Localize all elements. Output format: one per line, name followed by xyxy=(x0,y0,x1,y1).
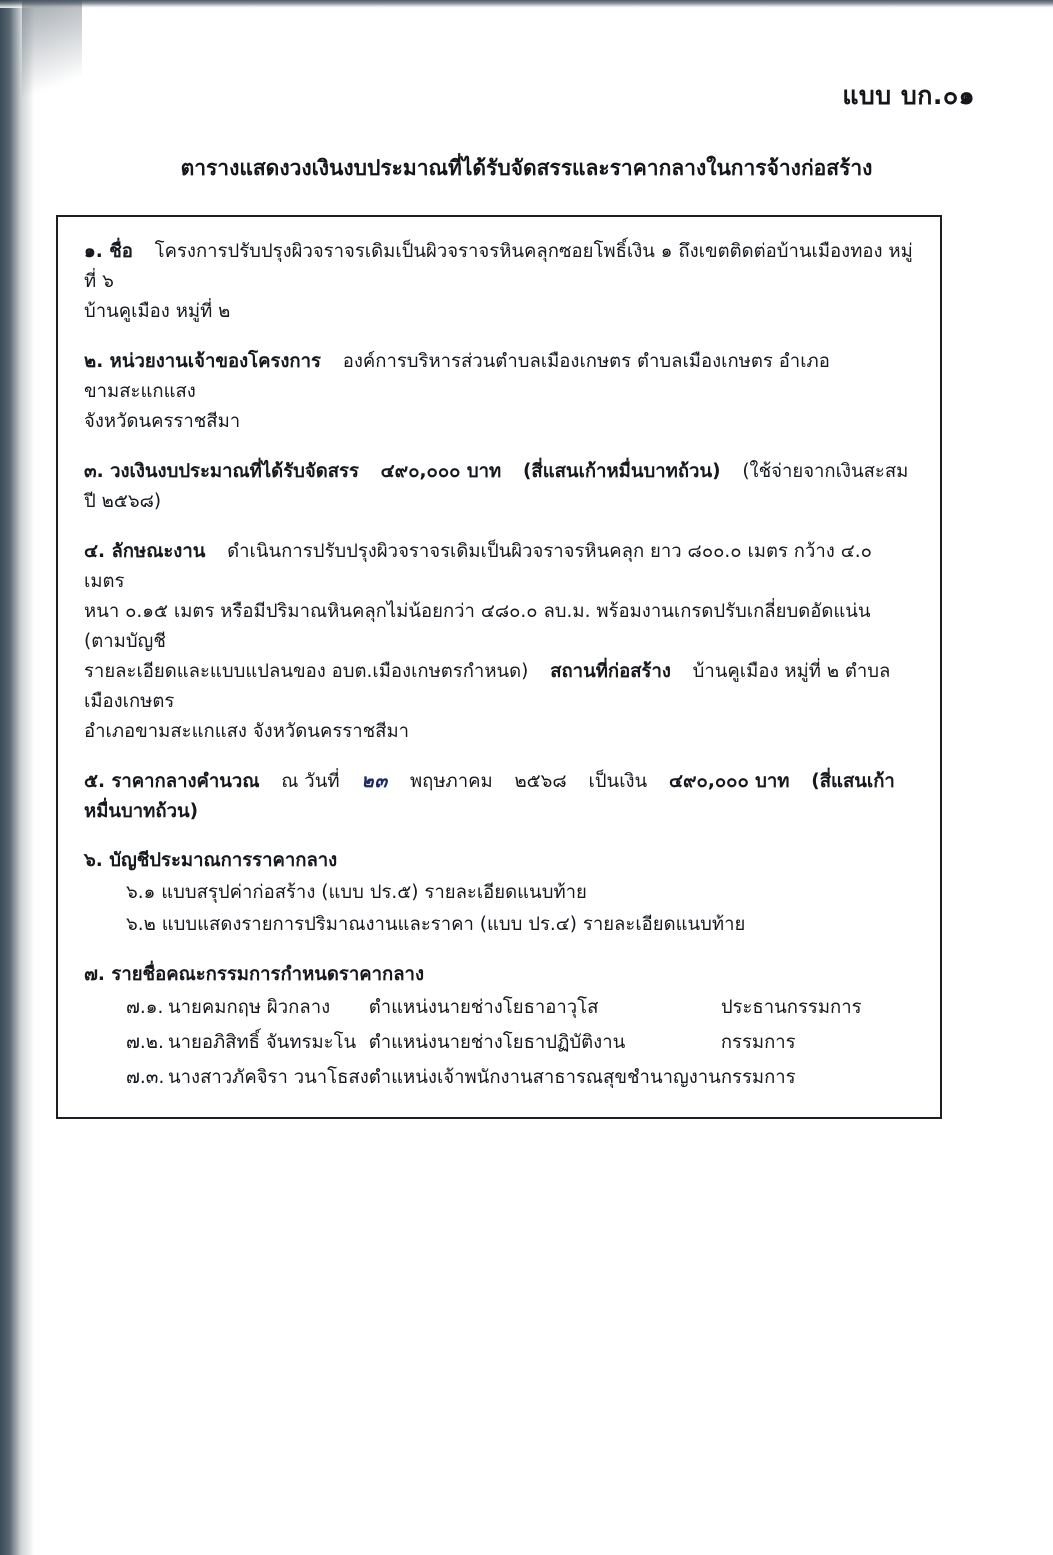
member-3-role: กรรมการ xyxy=(720,1067,796,1089)
item-3 xyxy=(84,457,914,517)
item-1-text-2: บ้านคูเมือง หมู่ที่ ๒ xyxy=(84,300,231,322)
member-1-no: ๗.๑. xyxy=(126,997,164,1019)
item-1-label: ๑. ชื่อ xyxy=(84,241,133,262)
member-2-position-label: ตำแหน่ง xyxy=(368,1032,437,1054)
item-4-text-2: หนา ๐.๑๕ เมตร หรือมีปริมาณหินคลุกไม่น้อยกว่า ๔๘๐.๐ ลบ.ม. พร้อมงานเกรดปรับเกลี่ยบดอัดแน่น (ตามบัญชี xyxy=(84,600,871,652)
member-1-position: นายช่างโยธาอาวุโส xyxy=(436,997,599,1019)
item-4-text-3c: บ้านคูเมือง หมู่ที่ ๒ ตำบลเมืองเกษตร xyxy=(84,660,891,712)
table-row xyxy=(126,1025,862,1060)
item-4-label: ๔. ลักษณะงาน xyxy=(84,540,206,562)
item-6 xyxy=(84,846,914,940)
item-2-text-1: องค์การบริหารส่วนตำบลเมืองเกษตร ตำบลเมืองเกษตร อำเภอขามสะแกแสง xyxy=(84,350,830,402)
member-3-name: นางสาวภัคจิรา วนาโธสง xyxy=(168,1067,369,1089)
item-2-line-1 xyxy=(84,347,914,407)
item-5-amount-text: (สี่แสนเก้าหมื่นบาทถ้วน) xyxy=(84,770,895,822)
item-5-month: พฤษภาคม xyxy=(409,770,493,792)
committee-table xyxy=(126,990,862,1095)
item-4-text-1: ดำเนินการปรับปรุงผิวจราจรเดิมเป็นผิวจราจรหินคลุก ยาว ๘๐๐.๐ เมตร กว้าง ๔.๐ เมตร xyxy=(84,540,872,592)
member-3-position: เจ้าพนักงานสาธารณสุขชำนาญงาน xyxy=(436,1067,721,1089)
member-1-name: นายคมกฤษ ผิวกลาง xyxy=(168,997,331,1019)
item-3-label: ๓. วงเงินงบประมาณที่ได้รับจัดสรร xyxy=(84,460,359,482)
item-3-source: (ใช้จ่ายจากเงินสะสม ปี ๒๕๖๘) xyxy=(84,460,909,512)
item-6-sub-2: ๖.๒ แบบแสดงรายการปริมาณงานและราคา (แบบ ปร.๔) รายละเอียดแนบท้าย xyxy=(126,914,746,936)
item-5-label: ๕. ราคากลางคำนวณ xyxy=(84,770,260,792)
member-1-position-label: ตำแหน่ง xyxy=(368,997,437,1019)
item-4-text-4: อำเภอขามสะแกแสง จังหวัดนครราชสีมา xyxy=(84,720,410,742)
item-5-amount: ๔๙๐,๐๐๐ บาท xyxy=(668,770,790,792)
item-2-text-2: จังหวัดนครราชสีมา xyxy=(84,410,241,432)
item-2 xyxy=(84,347,914,437)
member-2-position: นายช่างโยธาปฏิบัติงาน xyxy=(436,1032,626,1054)
member-3-position-label: ตำแหน่ง xyxy=(368,1067,437,1089)
item-7 xyxy=(84,960,914,1095)
item-6-sub-1: ๖.๑ แบบสรุปค่าก่อสร้าง (แบบ ปร.๕) รายละเอียดแนบท้าย xyxy=(126,882,587,904)
item-4 xyxy=(84,537,914,747)
item-4-text-3a: รายละเอียดและแบบแปลนของ อบต.เมืองเกษตรกำหนด) xyxy=(84,660,529,682)
item-4-line-1 xyxy=(84,537,914,597)
item-4-site-label: สถานที่ก่อสร้าง xyxy=(550,660,671,682)
item-1-line-1 xyxy=(84,237,914,297)
item-1 xyxy=(84,237,914,327)
item-3-line-1 xyxy=(84,457,914,517)
item-1-text-1: โครงการปรับปรุงผิวจราจรเดิมเป็นผิวจราจรหินคลุกซอยโพธิ์เงิน ๑ ถึงเขตติดต่อบ้านเมืองทอง หมู่ที่ ๖ xyxy=(84,241,913,292)
content-box xyxy=(56,215,942,1119)
item-5-year: ๒๕๖๘ xyxy=(514,770,567,792)
item-4-line-3 xyxy=(84,657,914,717)
member-2-role: กรรมการ xyxy=(720,1032,796,1054)
member-2-name: นายอภิสิทธิ์ จันทรมะโน xyxy=(168,1032,357,1054)
item-7-label: ๗. รายชื่อคณะกรรมการกำหนดราคากลาง xyxy=(84,964,424,986)
table-row xyxy=(126,1060,862,1095)
member-2-no: ๗.๒. xyxy=(126,1032,164,1054)
item-5-line-1 xyxy=(84,767,914,827)
item-5-date-label: ณ วันที่ xyxy=(281,770,340,792)
form-code: แบบ บก.๐๑ xyxy=(842,81,975,110)
page-title: ตารางแสดงวงเงินงบประมาณที่ได้รับจัดสรรและราคากลางในการจ้างก่อสร้าง xyxy=(180,156,873,180)
item-5 xyxy=(84,767,914,827)
item-6-label: ๖. บัญชีประมาณการราคากลาง xyxy=(84,850,338,872)
item-5-amount-label: เป็นเงิน xyxy=(588,770,648,792)
item-3-amount: ๔๙๐,๐๐๐ บาท xyxy=(380,460,502,482)
item-5-day: ๒๓ xyxy=(361,770,389,792)
table-row xyxy=(126,990,862,1025)
member-3-no: ๗.๓. xyxy=(126,1067,165,1089)
member-1-role: ประธานกรรมการ xyxy=(720,997,862,1019)
item-2-label: ๒. หน่วยงานเจ้าของโครงการ xyxy=(84,350,321,372)
item-3-amount-text: (สี่แสนเก้าหมื่นบาทถ้วน) xyxy=(522,460,721,482)
